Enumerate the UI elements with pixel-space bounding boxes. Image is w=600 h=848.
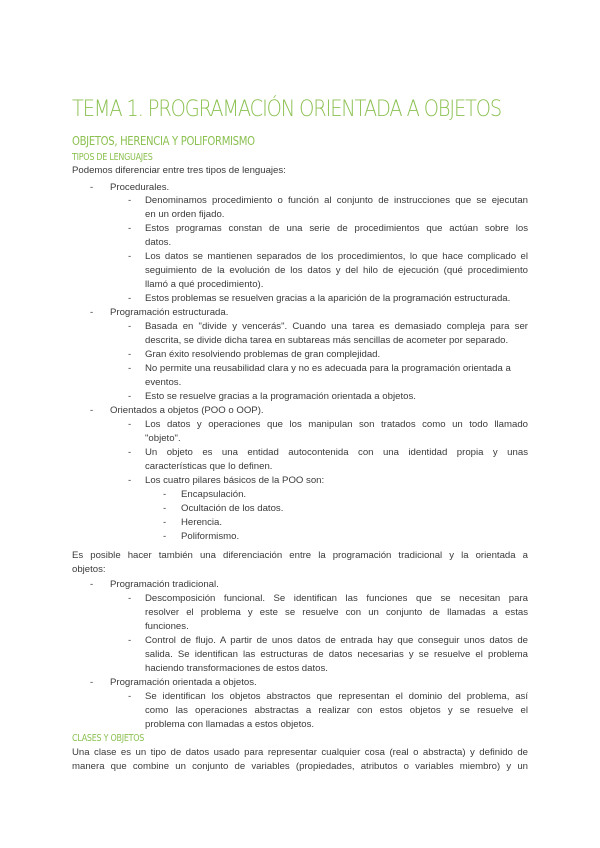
bullet-dash: - <box>90 307 94 318</box>
bullet-dash: - <box>128 419 132 430</box>
list-item-line: Basada en "divide y vencerás". Cuando una tarea es demasiado compleja para ser <box>145 321 528 332</box>
list-item-line: Orientados a objetos (POO o OOP). <box>110 405 264 416</box>
list-item-line: características que lo definen. <box>145 461 273 472</box>
subsection-heading-clases: CLASES Y OBJETOS <box>72 733 145 744</box>
paragraph-line: Una clase es un tipo de datos usado para representar cualquier cosa (real o abstracta) y definido de <box>72 747 528 758</box>
paragraph-line: Podemos diferenciar entre tres tipos de lenguajes: <box>72 165 286 176</box>
bullet-dash: - <box>90 677 94 688</box>
list-item-line: Ocultación de los datos. <box>181 503 284 514</box>
list-item-line: llamó a qué procedimiento). <box>145 279 264 290</box>
bullet-dash: - <box>128 475 132 486</box>
paragraph-line: objetos: <box>72 564 106 575</box>
bullet-dash: - <box>128 363 132 374</box>
list-item-line: problema con llamadas a estos objetos. <box>145 719 315 730</box>
list-item-line: Se identifican los objetos abstractos que representan el dominio del problema, así <box>145 691 528 702</box>
page-title: TEMA 1. PROGRAMACIÓN ORIENTADA A OBJETOS <box>72 96 502 122</box>
list-item-line: "objeto". <box>145 433 181 444</box>
list-item-line: Control de flujo. A partir de unos datos de entrada hay que conseguir unos datos de <box>145 635 528 646</box>
list-item-line: Los datos se mantienen separados de los procedimientos, lo que hace complicado el <box>145 251 528 262</box>
paragraph-line: manera que combine un conjunto de variables (propiedades, atributos o variables miembro) y un <box>72 761 528 772</box>
bullet-dash: - <box>90 579 94 590</box>
list-item-line: Los cuatro pilares básicos de la POO son: <box>145 475 325 486</box>
list-item-line: salida. Se identifican las estructuras de datos necesarias y se resuelve el problema <box>145 649 528 660</box>
bullet-dash: - <box>128 195 132 206</box>
bullet-dash: - <box>90 405 94 416</box>
list-item-line: Esto se resuelve gracias a la programación orientada a objetos. <box>145 391 416 402</box>
list-item-line: Programación tradicional. <box>110 579 219 590</box>
bullet-dash: - <box>128 447 132 458</box>
bullet-dash: - <box>128 391 132 402</box>
bullet-dash: - <box>128 293 132 304</box>
list-item-line: Encapsulación. <box>181 489 247 500</box>
list-item-line: como las operaciones abstractas a realizar con estos objetos y se resuelve el <box>145 705 528 716</box>
list-item-line: Herencia. <box>181 517 223 528</box>
bullet-dash: - <box>128 321 132 332</box>
section-heading: OBJETOS, HERENCIA Y POLIFORMISMO <box>72 134 255 148</box>
bullet-dash: - <box>128 349 132 360</box>
list-item-line: descrita, se divide dicha tarea en subtareas más sencillas de acometer por separado. <box>145 335 509 346</box>
paragraph-line: Es posible hacer también una diferenciación entre la programación tradicional y la orientada a <box>72 550 528 561</box>
subsection-heading-tipos: TIPOS DE LENGUAJES <box>72 152 153 163</box>
list-item-line: Descomposición funcional. Se identifican las funciones que se necesitan para <box>145 593 528 604</box>
list-item-line: Programación estructurada. <box>110 307 229 318</box>
bullet-dash: - <box>128 635 132 646</box>
list-item-line: seguimiento de la evolución de los datos y del hilo de ejecución (qué procedimiento <box>145 265 528 276</box>
list-item-line: eventos. <box>145 377 182 388</box>
list-item-line: Estos programas constan de una serie de procedimientos que actúan sobre los <box>145 223 528 234</box>
bullet-dash: - <box>163 517 167 528</box>
bullet-dash: - <box>128 593 132 604</box>
bullet-dash: - <box>128 223 132 234</box>
list-item-line: Gran éxito resolviendo problemas de gran complejidad. <box>145 349 381 360</box>
list-item-line: funciones. <box>145 621 189 632</box>
bullet-dash: - <box>163 531 167 542</box>
list-item-line: Un objeto es una entidad autocontenida con una identidad propia y unas <box>145 447 528 458</box>
list-item-line: en un orden fijado. <box>145 209 225 220</box>
bullet-dash: - <box>128 691 132 702</box>
bullet-dash: - <box>163 489 167 500</box>
list-item-line: Poliformismo. <box>181 531 240 542</box>
list-item-line: haciendo transformaciones de estos datos. <box>145 663 328 674</box>
list-item-line: resolver el problema y este se resuelve con un conjunto de llamadas a estas <box>145 607 528 618</box>
bullet-dash: - <box>90 182 94 193</box>
list-item-line: Denominamos procedimiento o función al conjunto de instrucciones que se ejecutan <box>145 195 528 206</box>
list-item-line: No permite una reusabilidad clara y no es adecuada para la programación orientada a <box>145 363 511 374</box>
list-item-line: Programación orientada a objetos. <box>110 677 257 688</box>
list-item-line: Procedurales. <box>110 182 170 193</box>
bullet-dash: - <box>163 503 167 514</box>
list-item-line: Los datos y operaciones que los manipulan son tratados como un todo llamado <box>145 419 528 430</box>
list-item-line: Estos problemas se resuelven gracias a la aparición de la programación estructurada. <box>145 293 511 304</box>
bullet-dash: - <box>128 251 132 262</box>
list-item-line: datos. <box>145 237 172 248</box>
